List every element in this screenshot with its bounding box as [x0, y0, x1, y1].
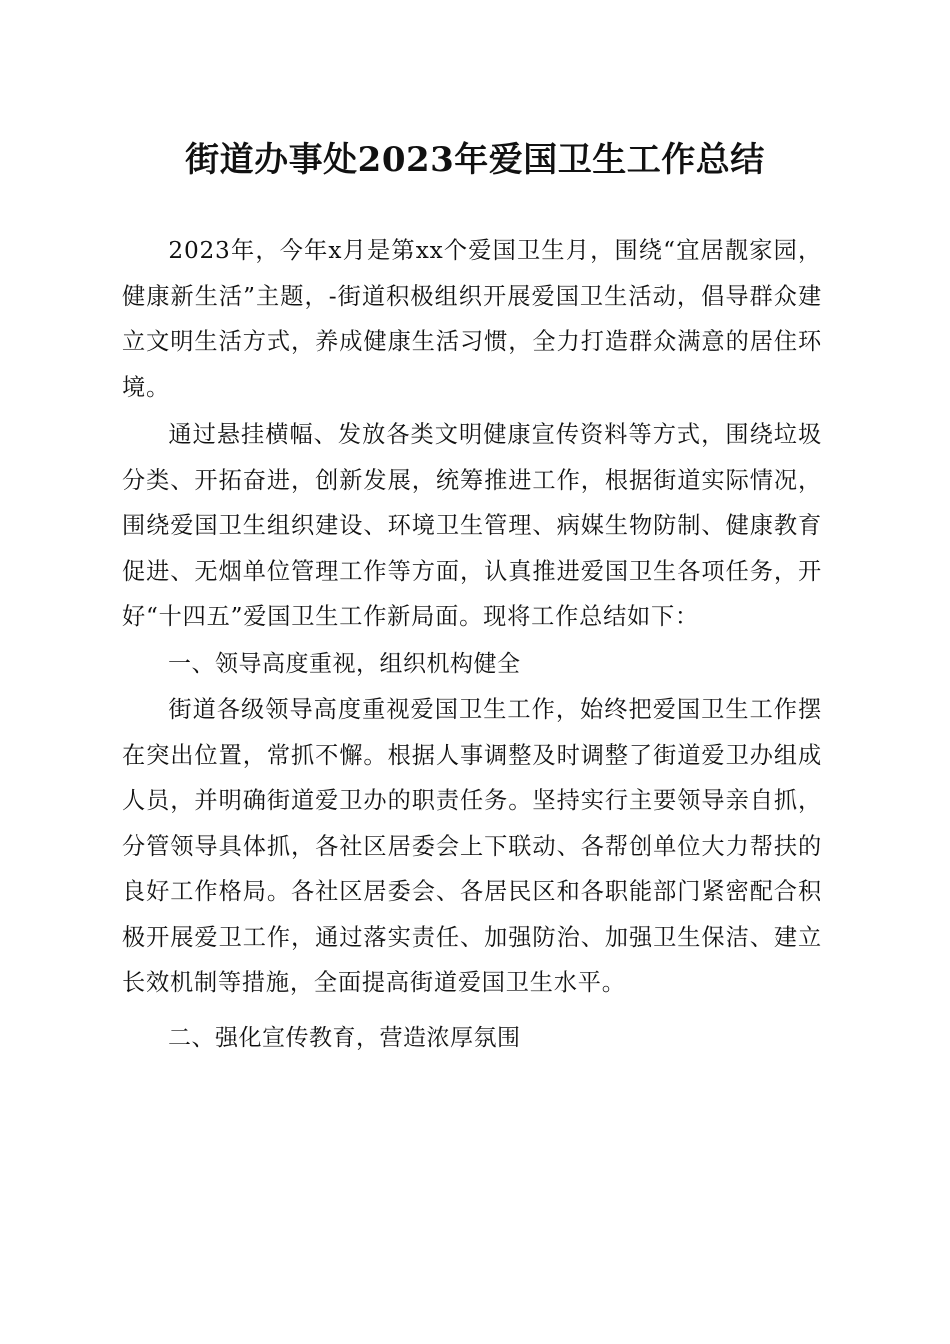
document-body [122, 228, 822, 1061]
document-title: 街道办事处2023年爱国卫生工作总结 [185, 140, 765, 180]
paragraph-section-1: 街道各级领导高度重视爱国卫生工作，始终把爱国卫生工作摆在突出位置，常抓不懈。根据人事调整及时调整了街道爱卫办组成人员，并明确街道爱卫办的职责任务。坚持实行主要领导亲自抓，分管领导具体抓，各社区居委会上下联动、各帮创单位大力帮扶的良好工作格局。各社区居委会、各居民区和各职能部门紧密配合积极开展爱卫工作，通过落实责任、加强防治、加强卫生保洁、建立长效机制等措施，全面提高街道爱国卫生水平。 [122, 696, 822, 996]
section-heading-1: 一、领导高度重视，组织机构健全 [168, 650, 521, 677]
paragraph-overview: 通过悬挂横幅、发放各类文明健康宣传资料等方式，围绕垃圾分类、开拓奋进，创新发展，统筹推进工作，根据街道实际情况，围绕爱国卫生组织建设、环境卫生管理、病媒生物防制、健康教育促进、无烟单位管理工作等方面，认真推进爱国卫生各项任务，开好“十四五”爱国卫生工作新局面。现将工作总结如下： [122, 421, 822, 630]
paragraph-intro: 2023年，今年x月是第xx个爱国卫生月，围绕“宜居靓家园，健康新生活”主题，-街道积极组织开展爱国卫生活动，倡导群众建立文明生活方式，养成健康生活习惯，全力打造群众满意的居住环境。 [122, 237, 822, 401]
section-heading-2: 二、强化宣传教育，营造浓厚氛围 [168, 1024, 521, 1051]
